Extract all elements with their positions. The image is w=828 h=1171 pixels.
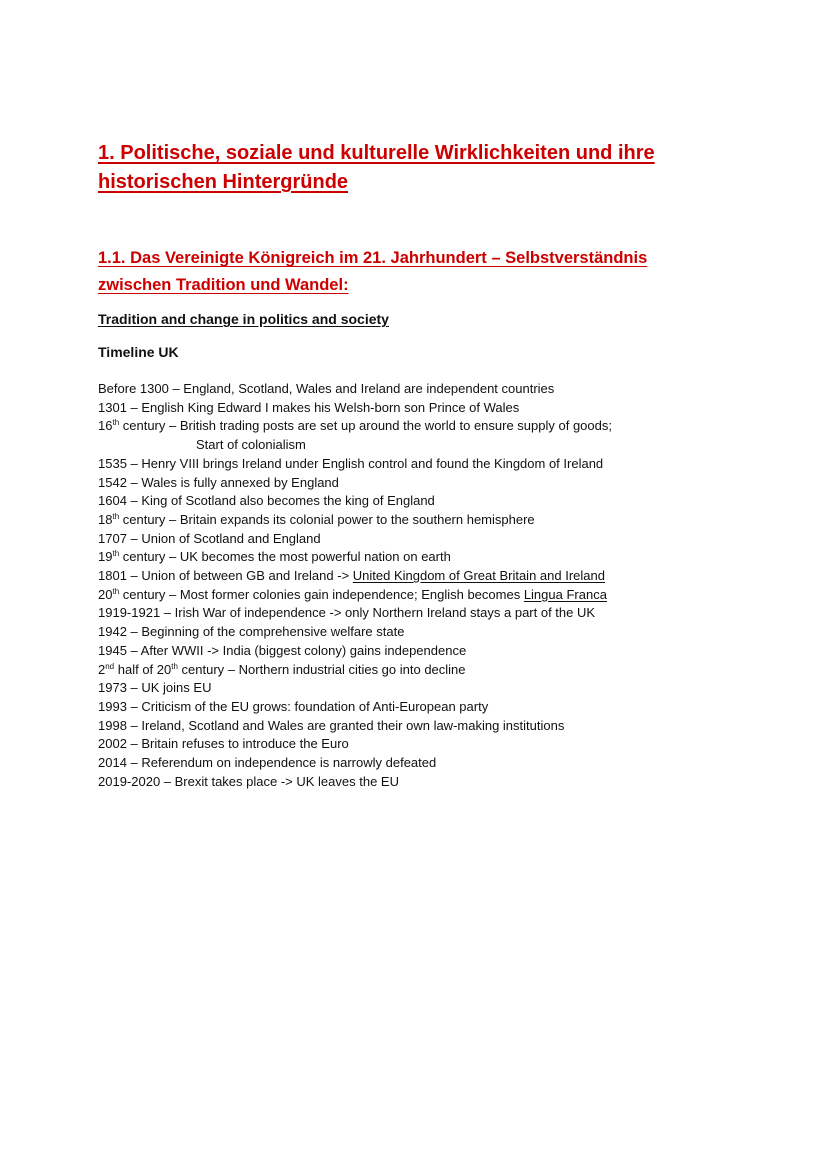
timeline-entry: 1942 – Beginning of the comprehensive welfare state: [98, 624, 405, 640]
ordinal-suffix: th: [112, 549, 120, 559]
entry-text: century – Britain expands its colonial power to the southern hemisphere: [119, 511, 535, 527]
ordinal-suffix: th: [112, 511, 120, 521]
chapter-heading-line-1: 1. Politische, soziale und kulturelle Wirklichkeiten und ihre: [98, 142, 655, 164]
ordinal-suffix: nd: [105, 661, 115, 671]
entry-text: century – British trading posts are set up around the world to ensure supply of goods;: [119, 418, 612, 434]
entry-text: century – Most former colonies gain independence; English becomes: [119, 586, 524, 602]
entry-text: century – Northern industrial cities go into decline: [177, 661, 466, 677]
chapter-heading-line-2: historischen Hintergründe: [98, 171, 349, 193]
timeline-entry: 1542 – Wales is fully annexed by England: [98, 474, 339, 490]
timeline-list: [98, 380, 758, 791]
timeline-entry: 1973 – UK joins EU: [98, 680, 212, 696]
section-heading-line-2: zwischen Tradition und Wandel:: [98, 276, 349, 294]
timeline-entry: [98, 586, 758, 605]
timeline-title: Timeline UK: [98, 344, 179, 360]
timeline-entry: Before 1300 – England, Scotland, Wales and Ireland are independent countries: [98, 381, 555, 396]
entry-text: half of 20: [114, 661, 172, 677]
timeline-entry: 1919-1921 – Irish War of independence -> only Northern Ireland stays a part of the UK: [98, 605, 596, 621]
timeline-entry: 1707 – Union of Scotland and England: [98, 530, 321, 546]
entry-text: century – UK becomes the most powerful nation on earth: [119, 549, 451, 565]
timeline-entry: [98, 661, 758, 680]
timeline-entry: 2002 – Britain refuses to introduce the Euro: [98, 736, 349, 752]
timeline-entry: 1535 – Henry VIII brings Ireland under English control and found the Kingdom of Ireland: [98, 455, 604, 471]
entry-text: 1801 – Union of between GB and Ireland ->: [98, 568, 353, 584]
entry-number: 19: [98, 549, 113, 565]
underlined-term: United Kingdom of Great Britain and Ireland: [352, 568, 605, 584]
entry-number: 18: [98, 511, 113, 527]
timeline-entry: 2019-2020 – Brexit takes place -> UK leaves the EU: [98, 773, 399, 789]
timeline-entry: 1998 – Ireland, Scotland and Wales are granted their own law-making institutions: [98, 717, 565, 733]
entry-number: 16: [98, 418, 113, 434]
timeline-entry-continuation: Start of colonialism: [196, 437, 306, 453]
entry-number: 2: [98, 661, 106, 677]
section-heading: [98, 245, 758, 299]
timeline-entry: 1301 – English King Edward I makes his Welsh-born son Prince of Wales: [98, 399, 520, 415]
timeline-entry: [98, 548, 758, 567]
entry-number: 20: [98, 586, 113, 602]
ordinal-suffix: th: [112, 586, 120, 596]
timeline-entry: [98, 567, 758, 586]
section-heading-line-1: 1.1. Das Vereinigte Königreich im 21. Jahrhundert – Selbstverständnis: [98, 249, 648, 267]
timeline-entry: 1604 – King of Scotland also becomes the king of England: [98, 493, 435, 509]
timeline-entry: 1945 – After WWII -> India (biggest colony) gains independence: [98, 642, 467, 658]
timeline-entry: [98, 417, 758, 436]
timeline-entry: 1993 – Criticism of the EU grows: foundation of Anti-European party: [98, 698, 489, 714]
timeline-entry: 2014 – Referendum on independence is narrowly defeated: [98, 755, 437, 771]
ordinal-suffix: th: [112, 418, 120, 428]
chapter-heading: [98, 139, 738, 197]
timeline-entry: [98, 511, 758, 530]
underlined-term: Lingua Franca: [523, 586, 607, 602]
subheading: Tradition and change in politics and society: [98, 311, 389, 327]
ordinal-suffix: th: [171, 661, 178, 671]
